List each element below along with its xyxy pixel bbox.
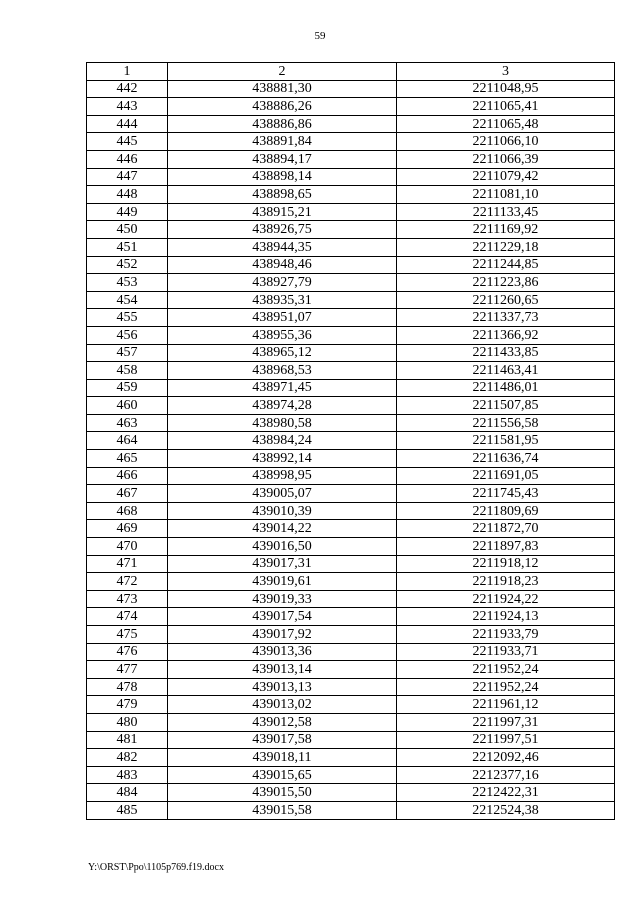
column-header-2: 2 bbox=[168, 63, 397, 81]
x-coordinate-cell: 438881,30 bbox=[168, 80, 397, 98]
table-row bbox=[87, 80, 615, 98]
table-row bbox=[87, 133, 615, 151]
point-number-cell: 451 bbox=[87, 238, 168, 256]
table-row bbox=[87, 397, 615, 415]
point-number-cell: 460 bbox=[87, 397, 168, 415]
y-coordinate-cell: 2211952,24 bbox=[397, 678, 615, 696]
point-number-cell: 482 bbox=[87, 749, 168, 767]
x-coordinate-cell: 438915,21 bbox=[168, 203, 397, 221]
x-coordinate-cell: 439018,11 bbox=[168, 749, 397, 767]
footer-file-path: Y:\ORST\Ppo\1105p769.f19.docx bbox=[88, 862, 224, 873]
y-coordinate-cell: 2212422,31 bbox=[397, 784, 615, 802]
x-coordinate-cell: 439005,07 bbox=[168, 485, 397, 503]
y-coordinate-cell: 2211486,01 bbox=[397, 379, 615, 397]
x-coordinate-cell: 439013,36 bbox=[168, 643, 397, 661]
table-row bbox=[87, 115, 615, 133]
column-header-1: 1 bbox=[87, 63, 168, 81]
x-coordinate-cell: 438951,07 bbox=[168, 309, 397, 327]
y-coordinate-cell: 2211223,86 bbox=[397, 274, 615, 292]
y-coordinate-cell: 2211065,48 bbox=[397, 115, 615, 133]
table-row bbox=[87, 291, 615, 309]
x-coordinate-cell: 439015,58 bbox=[168, 801, 397, 819]
x-coordinate-cell: 438891,84 bbox=[168, 133, 397, 151]
table-row bbox=[87, 432, 615, 450]
point-number-cell: 479 bbox=[87, 696, 168, 714]
y-coordinate-cell: 2211066,39 bbox=[397, 150, 615, 168]
table-row bbox=[87, 362, 615, 380]
table-row bbox=[87, 238, 615, 256]
y-coordinate-cell: 2211745,43 bbox=[397, 485, 615, 503]
x-coordinate-cell: 439012,58 bbox=[168, 713, 397, 731]
table-row bbox=[87, 590, 615, 608]
y-coordinate-cell: 2211260,65 bbox=[397, 291, 615, 309]
point-number-cell: 470 bbox=[87, 538, 168, 556]
y-coordinate-cell: 2211809,69 bbox=[397, 502, 615, 520]
point-number-cell: 466 bbox=[87, 467, 168, 485]
point-number-cell: 442 bbox=[87, 80, 168, 98]
x-coordinate-cell: 439015,65 bbox=[168, 766, 397, 784]
x-coordinate-cell: 439010,39 bbox=[168, 502, 397, 520]
table-row bbox=[87, 731, 615, 749]
y-coordinate-cell: 2211872,70 bbox=[397, 520, 615, 538]
x-coordinate-cell: 438968,53 bbox=[168, 362, 397, 380]
point-number-cell: 463 bbox=[87, 414, 168, 432]
point-number-cell: 485 bbox=[87, 801, 168, 819]
table-row bbox=[87, 414, 615, 432]
x-coordinate-cell: 439013,13 bbox=[168, 678, 397, 696]
point-number-cell: 454 bbox=[87, 291, 168, 309]
point-number-cell: 478 bbox=[87, 678, 168, 696]
table-row bbox=[87, 274, 615, 292]
table-body bbox=[87, 80, 615, 819]
point-number-cell: 480 bbox=[87, 713, 168, 731]
point-number-cell: 464 bbox=[87, 432, 168, 450]
point-number-cell: 469 bbox=[87, 520, 168, 538]
table-row bbox=[87, 502, 615, 520]
point-number-cell: 457 bbox=[87, 344, 168, 362]
y-coordinate-cell: 2211918,12 bbox=[397, 555, 615, 573]
point-number-cell: 472 bbox=[87, 573, 168, 591]
x-coordinate-cell: 438886,26 bbox=[168, 98, 397, 116]
point-number-cell: 445 bbox=[87, 133, 168, 151]
table-row bbox=[87, 379, 615, 397]
y-coordinate-cell: 2211924,22 bbox=[397, 590, 615, 608]
x-coordinate-cell: 438944,35 bbox=[168, 238, 397, 256]
page-number: 59 bbox=[314, 30, 326, 42]
point-number-cell: 446 bbox=[87, 150, 168, 168]
table-row bbox=[87, 256, 615, 274]
table-row bbox=[87, 784, 615, 802]
x-coordinate-cell: 438998,95 bbox=[168, 467, 397, 485]
x-coordinate-cell: 438974,28 bbox=[168, 397, 397, 415]
y-coordinate-cell: 2211066,10 bbox=[397, 133, 615, 151]
table-row bbox=[87, 801, 615, 819]
y-coordinate-cell: 2211133,45 bbox=[397, 203, 615, 221]
x-coordinate-cell: 439019,61 bbox=[168, 573, 397, 591]
y-coordinate-cell: 2212524,38 bbox=[397, 801, 615, 819]
table-row bbox=[87, 344, 615, 362]
y-coordinate-cell: 2211337,73 bbox=[397, 309, 615, 327]
y-coordinate-cell: 2211433,85 bbox=[397, 344, 615, 362]
table-row bbox=[87, 467, 615, 485]
y-coordinate-cell: 2211079,42 bbox=[397, 168, 615, 186]
table-row bbox=[87, 221, 615, 239]
table-row bbox=[87, 150, 615, 168]
y-coordinate-cell: 2211065,41 bbox=[397, 98, 615, 116]
point-number-cell: 475 bbox=[87, 626, 168, 644]
point-number-cell: 458 bbox=[87, 362, 168, 380]
y-coordinate-cell: 2211556,58 bbox=[397, 414, 615, 432]
point-number-cell: 481 bbox=[87, 731, 168, 749]
point-number-cell: 452 bbox=[87, 256, 168, 274]
point-number-cell: 483 bbox=[87, 766, 168, 784]
x-coordinate-cell: 439015,50 bbox=[168, 784, 397, 802]
point-number-cell: 468 bbox=[87, 502, 168, 520]
x-coordinate-cell: 438894,17 bbox=[168, 150, 397, 168]
table-row bbox=[87, 450, 615, 468]
column-header-3: 3 bbox=[397, 63, 615, 81]
table-row bbox=[87, 749, 615, 767]
table-row bbox=[87, 309, 615, 327]
x-coordinate-cell: 438898,14 bbox=[168, 168, 397, 186]
x-coordinate-cell: 438927,79 bbox=[168, 274, 397, 292]
point-number-cell: 456 bbox=[87, 326, 168, 344]
y-coordinate-cell: 2211244,85 bbox=[397, 256, 615, 274]
point-number-cell: 448 bbox=[87, 186, 168, 204]
table-row bbox=[87, 713, 615, 731]
table-header-row bbox=[87, 63, 615, 81]
y-coordinate-cell: 2211961,12 bbox=[397, 696, 615, 714]
table-row bbox=[87, 626, 615, 644]
x-coordinate-cell: 439019,33 bbox=[168, 590, 397, 608]
x-coordinate-cell: 438971,45 bbox=[168, 379, 397, 397]
point-number-cell: 444 bbox=[87, 115, 168, 133]
point-number-cell: 449 bbox=[87, 203, 168, 221]
y-coordinate-cell: 2211636,74 bbox=[397, 450, 615, 468]
table-row bbox=[87, 186, 615, 204]
x-coordinate-cell: 438992,14 bbox=[168, 450, 397, 468]
point-number-cell: 455 bbox=[87, 309, 168, 327]
x-coordinate-cell: 438926,75 bbox=[168, 221, 397, 239]
y-coordinate-cell: 2211581,95 bbox=[397, 432, 615, 450]
table-row bbox=[87, 678, 615, 696]
table-row bbox=[87, 538, 615, 556]
point-number-cell: 471 bbox=[87, 555, 168, 573]
x-coordinate-cell: 438948,46 bbox=[168, 256, 397, 274]
y-coordinate-cell: 2211924,13 bbox=[397, 608, 615, 626]
y-coordinate-cell: 2211081,10 bbox=[397, 186, 615, 204]
x-coordinate-cell: 439013,14 bbox=[168, 661, 397, 679]
point-number-cell: 447 bbox=[87, 168, 168, 186]
table-row bbox=[87, 168, 615, 186]
table-row bbox=[87, 696, 615, 714]
x-coordinate-cell: 439016,50 bbox=[168, 538, 397, 556]
x-coordinate-cell: 439017,92 bbox=[168, 626, 397, 644]
y-coordinate-cell: 2211997,31 bbox=[397, 713, 615, 731]
y-coordinate-cell: 2211897,83 bbox=[397, 538, 615, 556]
table-row bbox=[87, 98, 615, 116]
x-coordinate-cell: 439017,54 bbox=[168, 608, 397, 626]
table-row bbox=[87, 520, 615, 538]
x-coordinate-cell: 438955,36 bbox=[168, 326, 397, 344]
x-coordinate-cell: 438984,24 bbox=[168, 432, 397, 450]
x-coordinate-cell: 439014,22 bbox=[168, 520, 397, 538]
table-row bbox=[87, 573, 615, 591]
table-row bbox=[87, 555, 615, 573]
y-coordinate-cell: 2211229,18 bbox=[397, 238, 615, 256]
y-coordinate-cell: 2211952,24 bbox=[397, 661, 615, 679]
x-coordinate-cell: 439013,02 bbox=[168, 696, 397, 714]
table-row bbox=[87, 203, 615, 221]
x-coordinate-cell: 439017,31 bbox=[168, 555, 397, 573]
y-coordinate-cell: 2211507,85 bbox=[397, 397, 615, 415]
point-number-cell: 477 bbox=[87, 661, 168, 679]
point-number-cell: 465 bbox=[87, 450, 168, 468]
y-coordinate-cell: 2211691,05 bbox=[397, 467, 615, 485]
y-coordinate-cell: 2212377,16 bbox=[397, 766, 615, 784]
x-coordinate-cell: 438898,65 bbox=[168, 186, 397, 204]
point-number-cell: 476 bbox=[87, 643, 168, 661]
point-number-cell: 474 bbox=[87, 608, 168, 626]
x-coordinate-cell: 438980,58 bbox=[168, 414, 397, 432]
y-coordinate-cell: 2211933,71 bbox=[397, 643, 615, 661]
coordinates-table bbox=[86, 62, 615, 820]
y-coordinate-cell: 2211169,92 bbox=[397, 221, 615, 239]
y-coordinate-cell: 2211997,51 bbox=[397, 731, 615, 749]
point-number-cell: 443 bbox=[87, 98, 168, 116]
point-number-cell: 473 bbox=[87, 590, 168, 608]
table-row bbox=[87, 661, 615, 679]
table-row bbox=[87, 485, 615, 503]
table-row bbox=[87, 643, 615, 661]
table-row bbox=[87, 326, 615, 344]
y-coordinate-cell: 2211366,92 bbox=[397, 326, 615, 344]
table-row bbox=[87, 608, 615, 626]
table-row bbox=[87, 766, 615, 784]
point-number-cell: 453 bbox=[87, 274, 168, 292]
y-coordinate-cell: 2211048,95 bbox=[397, 80, 615, 98]
point-number-cell: 459 bbox=[87, 379, 168, 397]
x-coordinate-cell: 438965,12 bbox=[168, 344, 397, 362]
y-coordinate-cell: 2211933,79 bbox=[397, 626, 615, 644]
y-coordinate-cell: 2211918,23 bbox=[397, 573, 615, 591]
point-number-cell: 450 bbox=[87, 221, 168, 239]
x-coordinate-cell: 439017,58 bbox=[168, 731, 397, 749]
y-coordinate-cell: 2211463,41 bbox=[397, 362, 615, 380]
x-coordinate-cell: 438886,86 bbox=[168, 115, 397, 133]
point-number-cell: 467 bbox=[87, 485, 168, 503]
point-number-cell: 484 bbox=[87, 784, 168, 802]
x-coordinate-cell: 438935,31 bbox=[168, 291, 397, 309]
y-coordinate-cell: 2212092,46 bbox=[397, 749, 615, 767]
